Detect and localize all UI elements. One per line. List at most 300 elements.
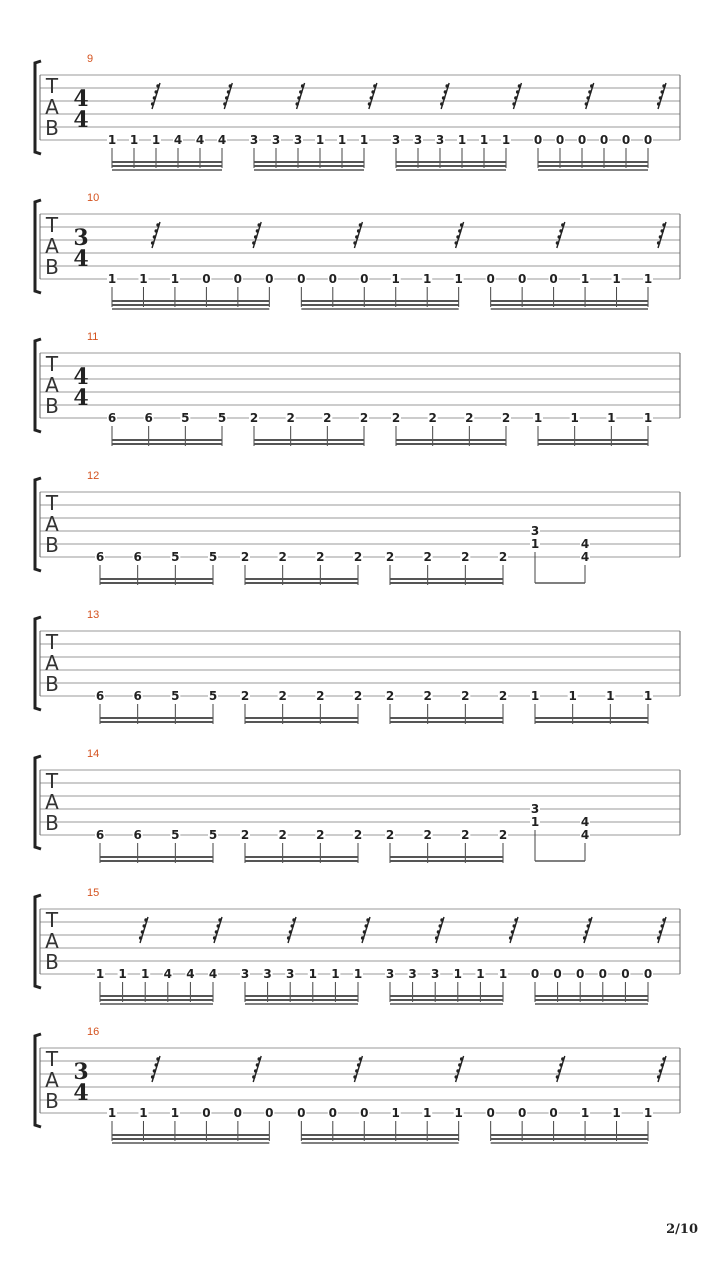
rest-dot [156,84,159,87]
beam-group [240,967,363,1004]
fret-number: 0 [297,272,306,286]
rest-dot [289,930,292,933]
rest-dot [661,90,664,93]
fret-number: 1 [612,1106,621,1120]
beam-group [95,828,218,863]
fret-number: 1 [530,815,540,829]
chord-pair [530,524,590,583]
measure-number: 9 [87,53,94,65]
rest-dot [299,90,302,93]
rest-mark [556,1056,565,1082]
rest-dot [661,229,664,232]
tab-letter: B [45,672,59,696]
fret-number: 2 [423,689,432,703]
fret-number: 2 [423,550,432,564]
fret-number: 1 [580,272,590,286]
fret-number: 5 [171,550,180,564]
rest-dot [659,235,662,238]
rest-dot [156,1057,159,1060]
rest-dot [155,1063,158,1066]
fret-number: 1 [423,1106,432,1120]
rest-dot [657,936,660,939]
rest-dot [662,223,665,226]
rest-dot [587,924,590,927]
fret-number: 6 [95,828,105,842]
fret-number: 2 [249,411,259,425]
fret-number: 5 [181,411,190,425]
fret-number: 2 [353,828,363,842]
fret-number: 1 [607,411,616,425]
fret-number: 0 [297,1106,306,1120]
fret-number: 0 [360,1106,369,1120]
rest-dot [662,1057,665,1060]
rest-dot [355,1069,358,1072]
tab-letter: T [45,908,59,932]
rest-dot [585,930,588,933]
rest-dot [252,1075,255,1078]
fret-number: 2 [353,550,363,564]
fret-number: 0 [598,967,607,981]
tab-letter: A [45,790,59,814]
beam-group [107,133,227,170]
fret-number: 0 [202,1106,211,1120]
rest-dot [590,84,593,87]
rest-dot [291,924,294,927]
tab-system [35,748,680,863]
beam-group [533,133,653,170]
rest-dot [662,84,665,87]
fret-number: 2 [323,411,332,425]
fret-number: 2 [498,828,508,842]
measure-number: 14 [87,748,100,760]
beam-group [296,1106,463,1143]
fret-number: 4 [580,815,590,829]
tab-letter: A [45,929,59,953]
fret-number: 0 [530,967,540,981]
tab-letter: T [45,74,59,98]
fret-number: 3 [385,967,395,981]
rest-dot [353,1075,356,1078]
fret-number: 6 [95,550,105,564]
rest-dot [153,96,156,99]
rest-dot [153,1069,156,1072]
rest-dot [217,924,220,927]
fret-number: 1 [457,133,467,147]
fret-number: 2 [391,411,401,425]
fret-number: 3 [431,967,440,981]
rest-mark [657,917,666,943]
fret-number: 0 [517,1106,527,1120]
rest-mark [657,1056,666,1082]
rest-dot [437,930,440,933]
beam-group [486,272,653,309]
rest-dot [440,918,443,921]
fret-number: 0 [549,272,558,286]
rest-dot [458,1063,461,1066]
measure-number: 16 [87,1026,100,1038]
rest-dot [292,918,295,921]
rest-dot [256,1063,259,1066]
rest-dot [657,241,660,244]
time-signature-denominator: 4 [73,246,89,272]
fret-number: 1 [391,1106,400,1120]
rest-mark [252,222,261,248]
rest-dot [559,229,562,232]
beam-group [385,967,508,1004]
time-signature-denominator: 4 [73,385,89,411]
fret-number: 1 [533,411,543,425]
beam-group [385,550,508,585]
rest-dot [558,235,561,238]
fret-number: 4 [208,967,218,981]
rest-dot [588,918,591,921]
measure-number: 12 [87,470,100,482]
rest-dot [514,918,517,921]
fret-number: 5 [208,689,218,703]
fret-number: 1 [139,272,148,286]
fret-number: 2 [498,550,508,564]
rest-mark [353,1056,362,1082]
fret-number: 0 [265,1106,274,1120]
fret-number: 0 [533,133,543,147]
rest-dot [657,1075,660,1078]
beam-group [385,828,508,863]
time-signature-denominator: 4 [73,107,89,133]
rest-dot [229,84,232,87]
rest-dot [439,924,442,927]
rest-mark [455,222,464,248]
rest-dot [509,936,512,939]
tab-letter: T [45,491,59,515]
rest-dot [516,90,519,93]
fret-number: 0 [643,967,653,981]
rest-dot [455,241,458,244]
rest-dot [357,1063,360,1066]
rest-dot [661,1063,664,1066]
rest-dot [371,90,374,93]
fret-number: 3 [530,802,540,816]
rest-dot [586,96,589,99]
tab-letter: T [45,630,59,654]
rest-dot [561,223,564,226]
rest-dot [442,96,445,99]
fret-number: 2 [385,550,395,564]
beam-group [95,967,218,1004]
fret-number: 1 [454,272,463,286]
tab-letter: A [45,234,59,258]
fret-number: 5 [208,828,218,842]
rest-mark [213,917,222,943]
fret-number: 2 [316,828,325,842]
fret-number: 0 [360,272,369,286]
fret-number: 1 [129,133,139,147]
fret-number: 1 [315,133,325,147]
tab-letter: T [45,213,59,237]
beam-group [486,1106,653,1143]
fret-number: 3 [263,967,272,981]
rest-mark [455,1056,464,1082]
beam-group [95,689,218,724]
beam-group [296,272,463,309]
fret-number: 2 [428,411,437,425]
beam-group [249,411,369,446]
rest-mark [223,83,232,109]
fret-number: 1 [530,689,540,703]
rest-dot [659,96,662,99]
measure-number: 11 [87,331,99,343]
beam-group [240,828,363,863]
rest-dot [445,84,448,87]
rest-mark [657,222,666,248]
tab-system [35,887,680,1004]
fret-number: 2 [423,828,432,842]
fret-number: 2 [240,550,250,564]
fret-number: 2 [385,828,395,842]
rest-dot [355,235,358,238]
rest-dot [583,936,586,939]
fret-number: 0 [576,967,585,981]
rest-dot [440,102,443,105]
fret-number: 6 [107,411,117,425]
rest-dot [151,241,154,244]
tab-letter: A [45,373,59,397]
time-signature-numerator: 4 [73,86,89,112]
fret-number: 1 [501,133,511,147]
fret-number: 1 [498,967,508,981]
rest-dot [353,241,356,244]
tab-letter: A [45,651,59,675]
fret-number: 1 [107,133,117,147]
chord-pair [530,802,590,861]
rest-dot [357,229,360,232]
beam-group [240,689,363,724]
fret-number: 4 [580,537,590,551]
rest-mark [151,222,160,248]
fret-number: 0 [265,272,274,286]
tab-system [35,470,680,585]
fret-number: 1 [530,537,540,551]
fret-number: 0 [621,133,631,147]
fret-number: 6 [133,689,142,703]
rest-dot [141,930,144,933]
rest-dot [559,1063,562,1066]
fret-number: 1 [331,967,340,981]
fret-number: 1 [423,272,432,286]
fret-number: 1 [353,967,363,981]
fret-number: 1 [170,1106,180,1120]
fret-number: 2 [359,411,369,425]
fret-number: 1 [643,1106,653,1120]
rest-dot [368,102,371,105]
fret-number: 2 [461,828,470,842]
fret-number: 0 [621,967,630,981]
rest-dot [155,229,158,232]
beam-group [530,967,653,1004]
rest-dot [258,223,261,226]
tab-letter: A [45,1068,59,1092]
rest-dot [256,229,259,232]
rest-dot [444,90,447,93]
fret-number: 2 [278,550,287,564]
rest-mark [151,83,160,109]
time-signature-numerator: 3 [73,1059,89,1085]
rest-mark [361,917,370,943]
rest-mark [556,222,565,248]
rest-dot [215,930,218,933]
fret-number: 2 [316,550,325,564]
fret-number: 1 [151,133,161,147]
time-signature-numerator: 3 [73,225,89,251]
fret-number: 2 [461,550,470,564]
fret-number: 1 [359,133,369,147]
fret-number: 0 [643,133,653,147]
tab-system [35,331,680,446]
beam-group [391,133,511,170]
fret-number: 2 [498,689,508,703]
fret-number: 2 [240,828,250,842]
tab-system [35,53,680,170]
rest-mark [509,917,518,943]
tab-letter: A [45,512,59,536]
rest-dot [561,1057,564,1060]
rest-dot [254,235,257,238]
fret-number: 1 [141,967,150,981]
tab-letter: T [45,769,59,793]
rest-dot [153,235,156,238]
rest-dot [659,1069,662,1072]
rest-dot [363,930,366,933]
tab-letter: A [45,95,59,119]
fret-number: 0 [328,272,337,286]
rest-dot [456,235,459,238]
rest-dot [297,96,300,99]
measure-number: 13 [87,609,100,621]
tab-letter: B [45,811,59,835]
fret-number: 0 [328,1106,337,1120]
rest-dot [155,90,158,93]
rest-dot [455,1075,458,1078]
rest-dot [258,1057,261,1060]
rest-mark [252,1056,261,1082]
rest-mark [368,83,377,109]
fret-number: 1 [643,689,653,703]
rest-dot [287,936,290,939]
fret-number: 4 [580,550,590,564]
fret-number: 1 [612,272,621,286]
fret-number: 3 [249,133,259,147]
fret-number: 6 [133,550,142,564]
rest-dot [511,930,514,933]
rest-dot [556,1075,559,1078]
fret-number: 5 [208,550,218,564]
tab-letter: B [45,116,59,140]
fret-number: 1 [643,411,653,425]
fret-number: 5 [217,411,227,425]
fret-number: 2 [278,689,287,703]
fret-number: 1 [570,411,579,425]
rest-dot [227,90,230,93]
fret-number: 5 [171,828,180,842]
rest-dot [435,936,438,939]
fret-number: 5 [171,689,180,703]
fret-number: 6 [133,828,142,842]
fret-number: 1 [337,133,347,147]
rest-dot [301,84,304,87]
tab-system [35,609,680,724]
rest-dot [366,918,369,921]
beam-group [107,272,274,309]
fret-number: 1 [170,272,180,286]
rest-dot [223,102,226,105]
rest-dot [556,241,559,244]
tab-letter: T [45,1047,59,1071]
fret-number: 1 [107,1106,117,1120]
rest-dot [139,936,142,939]
beam-group [107,411,227,446]
rest-dot [295,102,298,105]
fret-number: 0 [486,1106,495,1120]
rest-mark [657,83,666,109]
rest-mark [287,917,296,943]
rest-dot [512,102,515,105]
rest-dot [365,924,368,927]
fret-number: 2 [461,689,470,703]
fret-number: 1 [118,967,127,981]
fret-number: 2 [465,411,474,425]
fret-number: 3 [530,524,540,538]
rest-dot [657,102,660,105]
fret-number: 2 [278,828,287,842]
beam-group [240,550,363,585]
fret-number: 3 [293,133,303,147]
rest-dot [151,102,154,105]
rest-mark [139,917,148,943]
rest-dot [370,96,373,99]
fret-number: 1 [454,1106,463,1120]
rest-dot [143,924,146,927]
fret-number: 4 [580,828,590,842]
rest-dot [458,229,461,232]
fret-number: 4 [195,133,205,147]
rest-dot [213,936,216,939]
fret-number: 2 [240,689,250,703]
fret-number: 0 [555,133,565,147]
fret-number: 2 [316,689,325,703]
fret-number: 1 [568,689,577,703]
fret-number: 2 [353,689,363,703]
fret-number: 6 [95,689,105,703]
fret-number: 3 [413,133,423,147]
time-signature-numerator: 4 [73,364,89,390]
rest-mark [583,917,592,943]
rest-dot [585,102,588,105]
fret-number: 6 [144,411,153,425]
rest-dot [361,936,364,939]
fret-number: 1 [453,967,462,981]
tab-letter: B [45,255,59,279]
rest-dot [659,930,662,933]
tab-letter: B [45,1089,59,1113]
fret-number: 0 [599,133,609,147]
rest-mark [353,222,362,248]
fret-number: 3 [240,967,250,981]
beam-group [530,689,653,724]
beam-group [533,411,653,446]
fret-number: 0 [233,272,243,286]
fret-number: 0 [486,272,495,286]
rest-dot [151,1075,154,1078]
tab-letter: B [45,394,59,418]
